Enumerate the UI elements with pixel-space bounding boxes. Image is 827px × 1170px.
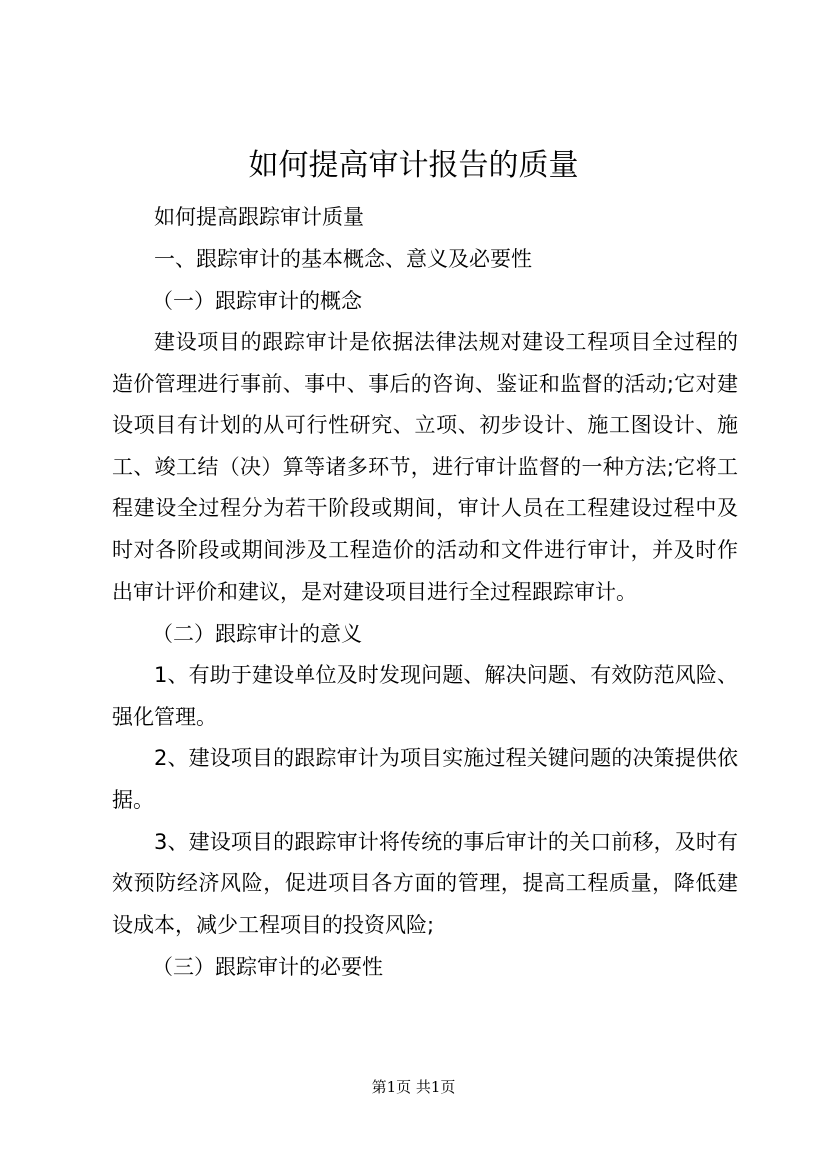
subsection-heading-necessity: （三）跟踪审计的必要性	[152, 955, 383, 980]
subsection-heading-concept: （一）跟踪审计的概念	[152, 289, 362, 313]
subsection-heading-significance: （二）跟踪审计的意义	[152, 622, 362, 647]
page-number: 第1页 共1页	[371, 1078, 456, 1096]
document-title: 如何提高审计报告的质量	[248, 148, 579, 183]
section-heading-1: 一、跟踪审计的基本概念、意义及必要性	[154, 247, 532, 271]
list-item: 2、建设项目的跟踪审计为项目实施过程关键问题的决策提供依据。	[112, 746, 738, 812]
list-item: 1、有助于建设单位及时发现问题、解决问题、有效防范风险、强化管理。	[112, 663, 738, 729]
paragraph-concept: 建设项目的跟踪审计是依据法律法规对建设工程项目全过程的造价管理进行事前、事中、事后的咨询、鉴证和监督的活动;它对建设项目有计划的从可行性研究、立项、初步设计、施工图设计、施工、竣工结（决）算等诸多环节，进行审计监督的一种方法;它将工程建设全过程分为若干阶段或期间，审计人员在工程建设过程中及时对各阶段或期间涉及工程造价的活动和文件进行审计，并及时作出审计评价和建议，是对建设项目进行全过程跟踪审计。	[112, 330, 738, 604]
list-item: 3、建设项目的跟踪审计将传统的事后审计的关口前移，及时有效预防经济风险，促进项目各方面的管理，提高工程质量，降低建设成本，减少工程项目的投资风险;	[112, 829, 738, 937]
document-subtitle: 如何提高跟踪审计质量	[154, 205, 364, 229]
document-body	[112, 196, 738, 988]
